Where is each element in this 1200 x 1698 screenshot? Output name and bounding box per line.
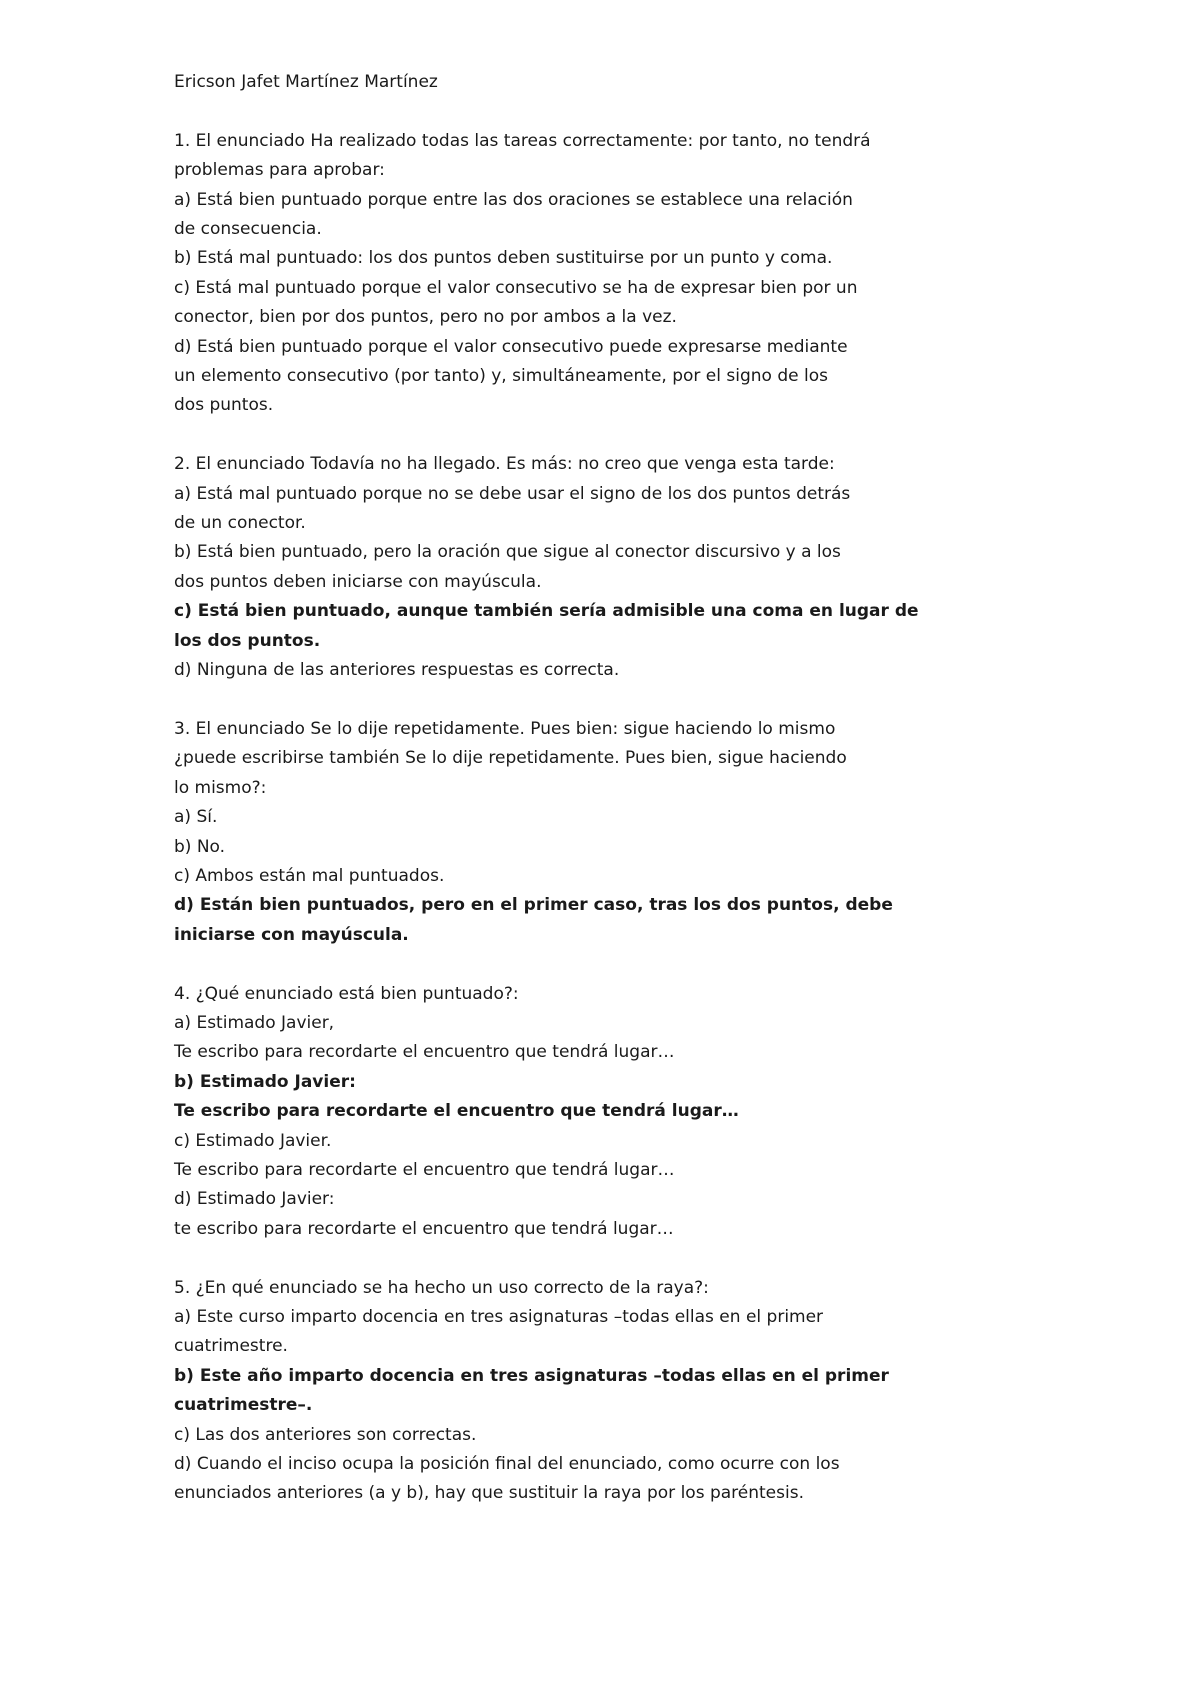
question-3: [174, 715, 934, 950]
answer-option-line: c) Está mal puntuado porque el valor consecutivo se ha de expresar bien por un: [174, 277, 858, 298]
answer-option-line: b) Está bien puntuado, pero la oración que sigue al conector discursivo y a los: [174, 542, 841, 563]
answer-option-line: c) Estimado Javier.: [174, 1130, 332, 1151]
question-stem-line: 5. ¿En qué enunciado se ha hecho un uso correcto de la raya?:: [174, 1277, 709, 1298]
answer-option-line: d) Está bien puntuado porque el valor consecutivo puede expresarse mediante: [174, 336, 848, 357]
answer-option: [174, 186, 934, 245]
answer-option-line: a) Este curso imparto docencia en tres asignaturas –todas ellas en el primer: [174, 1306, 824, 1327]
answer-option-line: los dos puntos.: [174, 630, 321, 651]
question-2: [174, 450, 934, 685]
answer-option-line: a) Está mal puntuado porque no se debe usar el signo de los dos puntos detrás: [174, 483, 851, 504]
answer-option: [174, 274, 934, 333]
answer-option: [174, 1185, 934, 1244]
answer-option-line: b) Estimado Javier:: [174, 1071, 356, 1092]
question-stem-line: 4. ¿Qué enunciado está bien puntuado?:: [174, 983, 519, 1004]
question-stem-line: lo mismo?:: [174, 777, 267, 798]
answer-option-line: a) Sí.: [174, 807, 218, 828]
spacer: [174, 950, 934, 979]
answer-option: [174, 244, 934, 273]
answer-option-line: conector, bien por dos puntos, pero no por ambos a la vez.: [174, 307, 677, 328]
answer-option-line: Te escribo para recordarte el encuentro que tendrá lugar…: [174, 1159, 675, 1180]
answer-option-line: d) Cuando el inciso ocupa la posición final del enunciado, como ocurre con los: [174, 1454, 840, 1475]
answer-option: [174, 1450, 934, 1509]
answer-option: [174, 538, 934, 597]
author-name: Ericson Jafet Martínez Martínez: [174, 72, 438, 92]
question-stem-line: 3. El enunciado Se lo dije repetidamente. Pues bien: sigue haciendo lo mismo: [174, 718, 836, 739]
question-1: [174, 127, 934, 421]
spacer: [174, 421, 934, 450]
answer-option-line: iniciarse con mayúscula.: [174, 924, 409, 945]
answer-option-line: d) Estimado Javier:: [174, 1189, 335, 1210]
answer-option: [174, 1009, 934, 1068]
answer-option-line: b) No.: [174, 836, 226, 857]
answer-option-line: de un conector.: [174, 513, 306, 534]
answer-option: [174, 333, 934, 421]
answer-option: [174, 1421, 934, 1450]
answer-option: [174, 1362, 934, 1421]
answer-option: [174, 862, 934, 891]
answer-option-line: Te escribo para recordarte el encuentro que tendrá lugar…: [174, 1101, 739, 1122]
answer-option-line: b) Este año imparto docencia en tres asignaturas –todas ellas en el primer: [174, 1365, 889, 1386]
answer-option: [174, 803, 934, 832]
answer-option-line: de consecuencia.: [174, 219, 322, 240]
answer-option-line: b) Está mal puntuado: los dos puntos deben sustituirse por un punto y coma.: [174, 248, 833, 269]
spacer: [174, 1244, 934, 1273]
answer-option-line: dos puntos deben iniciarse con mayúscula.: [174, 571, 542, 592]
answer-option-line: c) Está bien puntuado, aunque también sería admisible una coma en lugar de: [174, 601, 919, 622]
document-body: [174, 68, 934, 1509]
answer-option-line: cuatrimestre.: [174, 1336, 288, 1357]
answer-option: [174, 480, 934, 539]
spacer: [174, 97, 934, 126]
answer-option-line: d) Ninguna de las anteriores respuestas es correcta.: [174, 660, 620, 681]
answer-option-line: a) Estimado Javier,: [174, 1012, 335, 1033]
answer-option: [174, 1127, 934, 1186]
answer-option: [174, 833, 934, 862]
answer-option-line: un elemento consecutivo (por tanto) y, simultáneamente, por el signo de los: [174, 366, 828, 387]
answer-option: [174, 1068, 934, 1127]
answer-option-line: enunciados anteriores (a y b), hay que sustituir la raya por los paréntesis.: [174, 1483, 804, 1504]
answer-option-line: dos puntos.: [174, 395, 274, 416]
answer-option-line: d) Están bien puntuados, pero en el primer caso, tras los dos puntos, debe: [174, 895, 893, 916]
question-stem-line: problemas para aprobar:: [174, 160, 385, 181]
answer-option: [174, 891, 934, 950]
answer-option-line: cuatrimestre–.: [174, 1395, 313, 1416]
answer-option-line: c) Ambos están mal puntuados.: [174, 865, 445, 886]
answer-option: [174, 656, 934, 685]
question-4: [174, 980, 934, 1245]
answer-option-line: te escribo para recordarte el encuentro que tendrá lugar…: [174, 1218, 674, 1239]
answer-option-line: c) Las dos anteriores son correctas.: [174, 1424, 477, 1445]
answer-option-line: a) Está bien puntuado porque entre las dos oraciones se establece una relación: [174, 189, 853, 210]
answer-option-line: Te escribo para recordarte el encuentro que tendrá lugar…: [174, 1042, 675, 1063]
question-stem-line: 2. El enunciado Todavía no ha llegado. Es más: no creo que venga esta tarde:: [174, 454, 835, 475]
question-stem-line: 1. El enunciado Ha realizado todas las tareas correctamente: por tanto, no tendrá: [174, 130, 871, 151]
spacer: [174, 686, 934, 715]
answer-option: [174, 597, 934, 656]
question-5: [174, 1274, 934, 1509]
question-stem-line: ¿puede escribirse también Se lo dije repetidamente. Pues bien, sigue haciendo: [174, 748, 847, 769]
answer-option: [174, 1303, 934, 1362]
